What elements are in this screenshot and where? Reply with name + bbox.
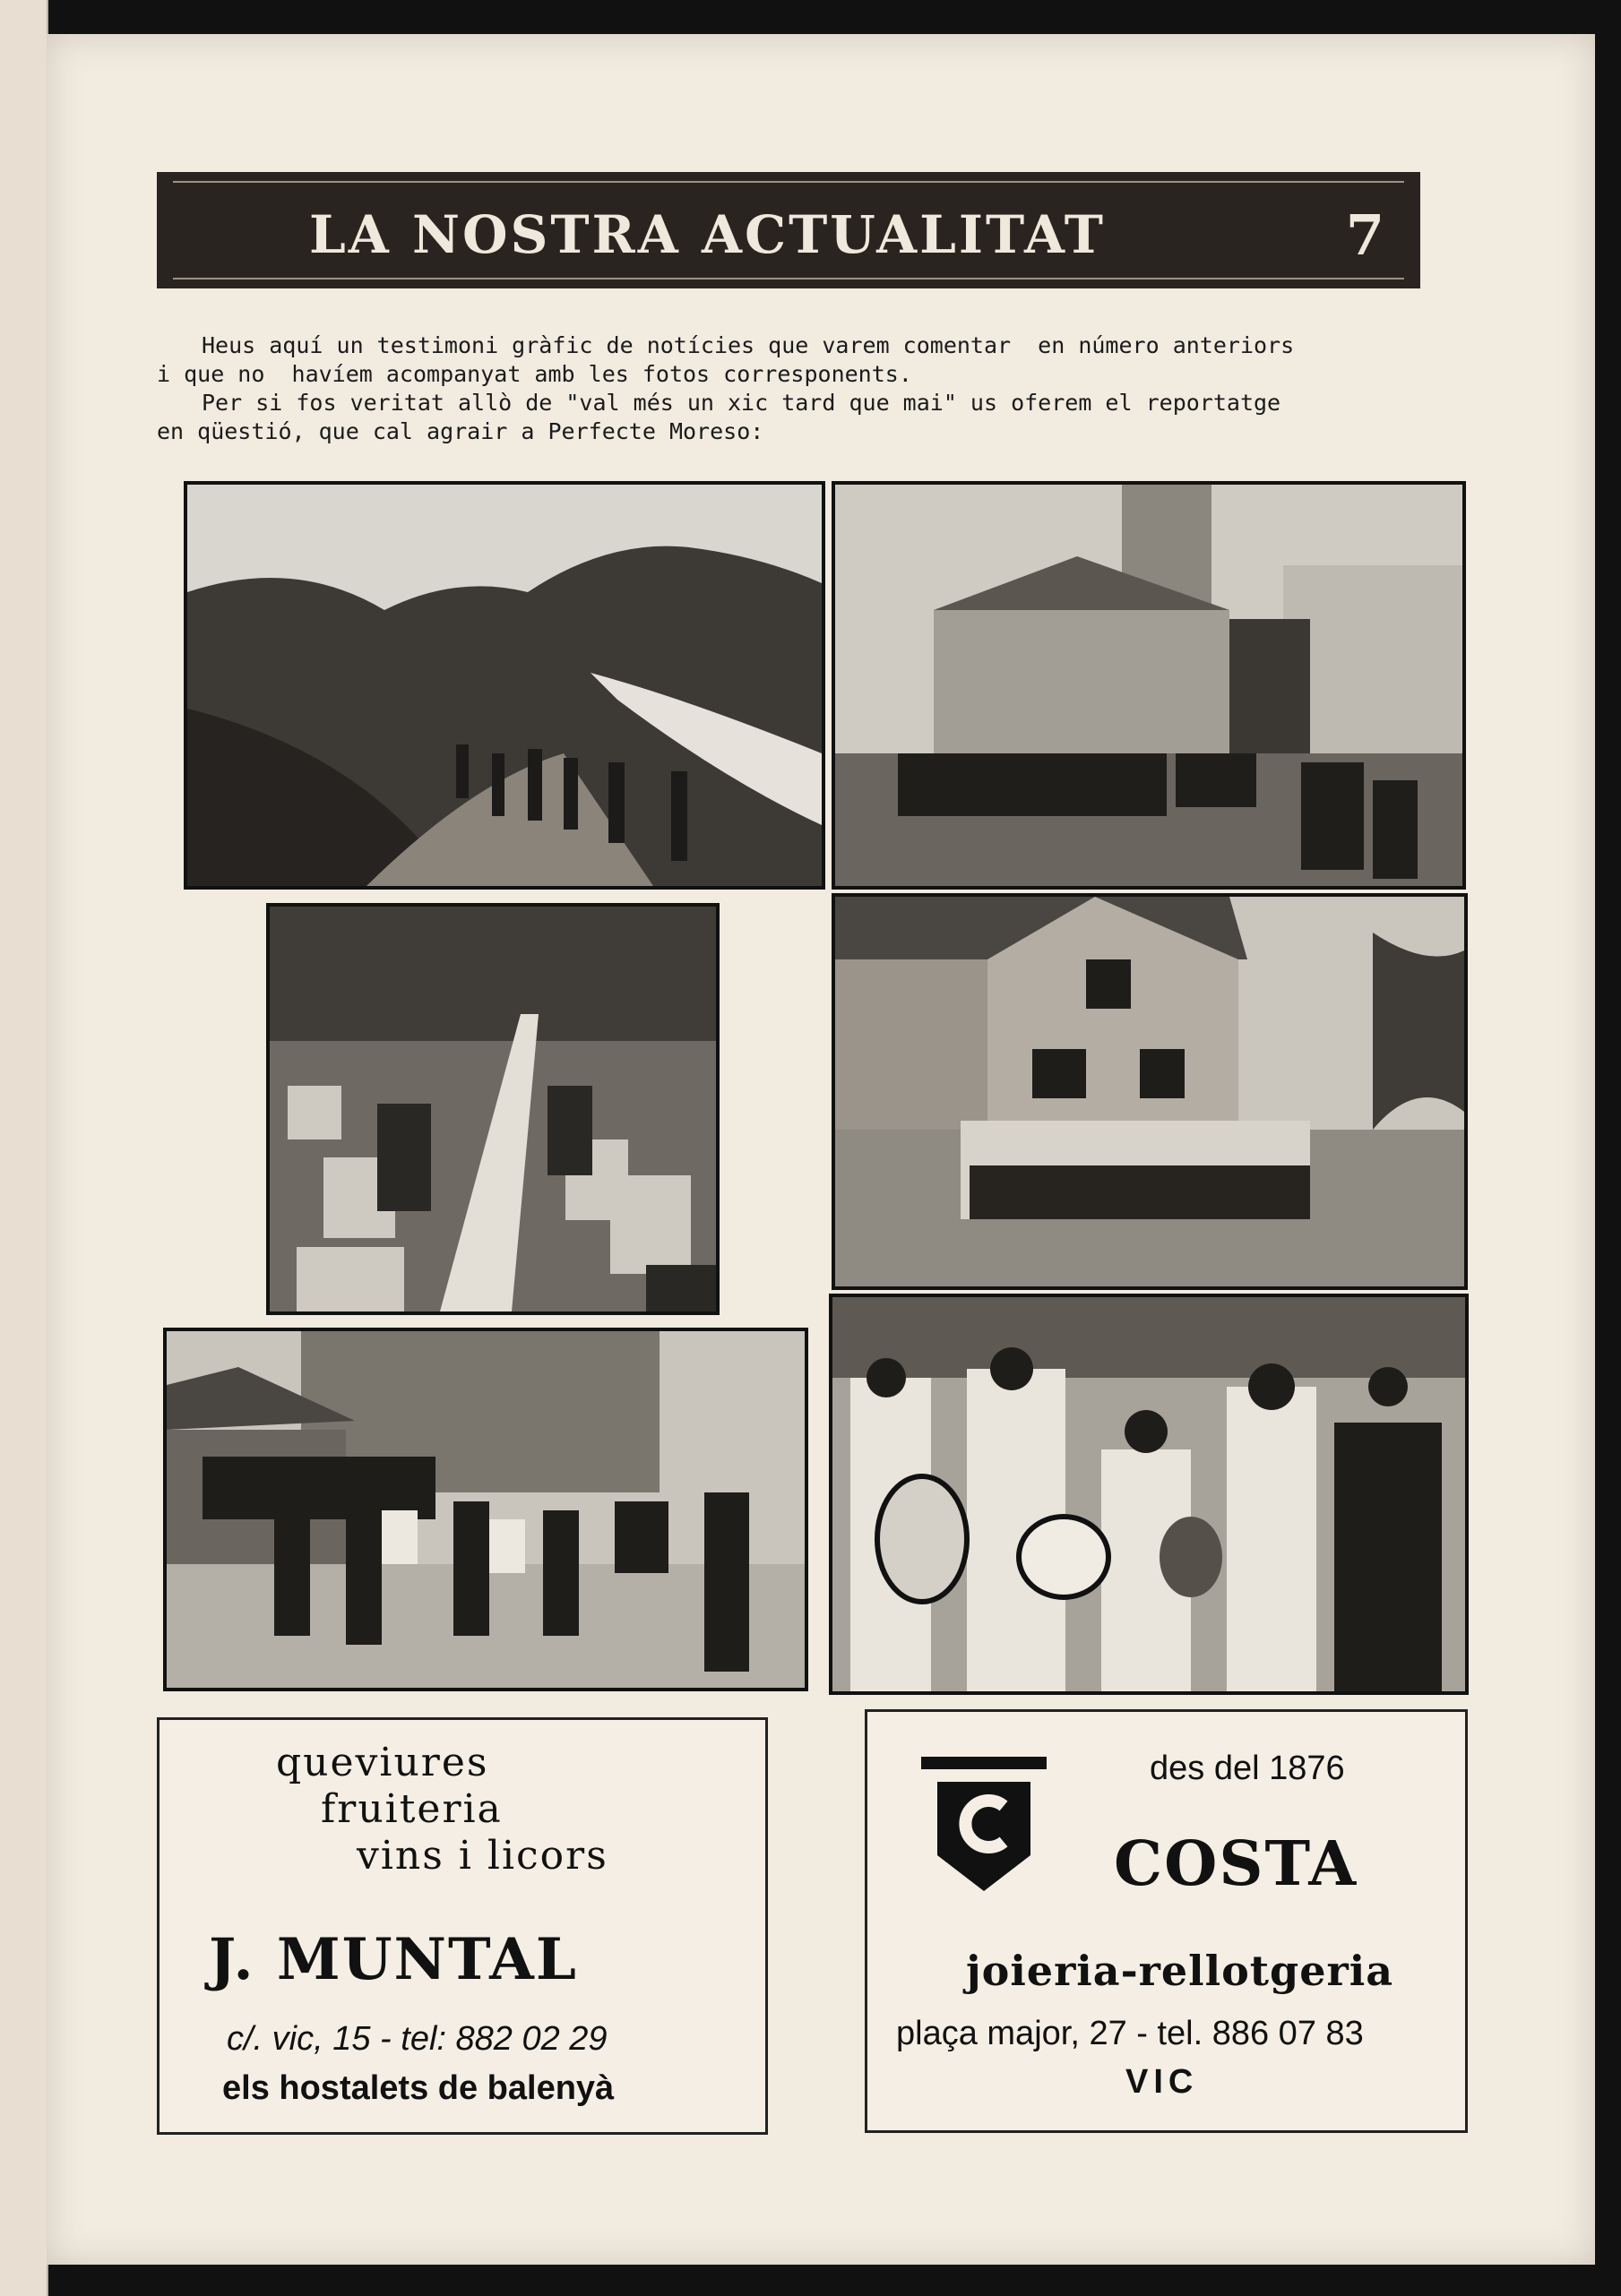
mountain-hikers-photo: [184, 481, 825, 890]
header-title: LA NOSTRA ACTUALITAT: [309, 204, 1106, 265]
ad-muntal-town: els hostalets de balenyà: [222, 2069, 615, 2107]
muntal-advertisement: [157, 1717, 768, 2135]
intro-text: [157, 331, 1456, 446]
intro-line-3: Per si fos veritat allò de "val més un xic tard que mai" us oferem el reportatge: [202, 390, 1281, 416]
ad-costa-since: des del 1876: [1150, 1750, 1345, 1787]
ad-costa-address: plaça major, 27 - tel. 886 07 83: [896, 2015, 1364, 2052]
ad-muntal-line-1: queviures: [276, 1740, 489, 1785]
ad-muntal-line-2: fruiteria: [321, 1786, 503, 1832]
costa-logo-icon: [921, 1757, 1047, 1900]
drum-parade-photo: [829, 1294, 1469, 1695]
costa-advertisement: [865, 1709, 1468, 2133]
stone-house-group-photo: [832, 893, 1468, 1290]
intro-line-4: en qüestió, que cal agrair a Perfecte Moreso:: [157, 418, 764, 444]
binding-edge: [0, 0, 48, 2296]
ad-costa-name: COSTA: [1114, 1828, 1358, 1900]
ad-muntal-line-3: vins i licors: [357, 1833, 608, 1879]
church-crowd-photo: [832, 481, 1466, 890]
intro-line-2: i que no havíem acompanyat amb les fotos corresponents.: [157, 361, 912, 387]
outdoor-feast-photo: [266, 903, 720, 1315]
section-header: [157, 172, 1420, 288]
ad-muntal-name: J. MUNTAL: [209, 1926, 578, 1993]
square-dance-photo: [163, 1328, 808, 1691]
ad-costa-town: VIC: [1125, 2063, 1199, 2101]
page-number: 7: [1345, 202, 1384, 268]
intro-line-1: Heus aquí un testimoni gràfic de notícies que varem comentar en número anteriors: [202, 332, 1295, 358]
ad-costa-trade: joieria-rellotgeria: [966, 1947, 1394, 1995]
ad-muntal-address: c/. vic, 15 - tel: 882 02 29: [227, 2020, 608, 2058]
